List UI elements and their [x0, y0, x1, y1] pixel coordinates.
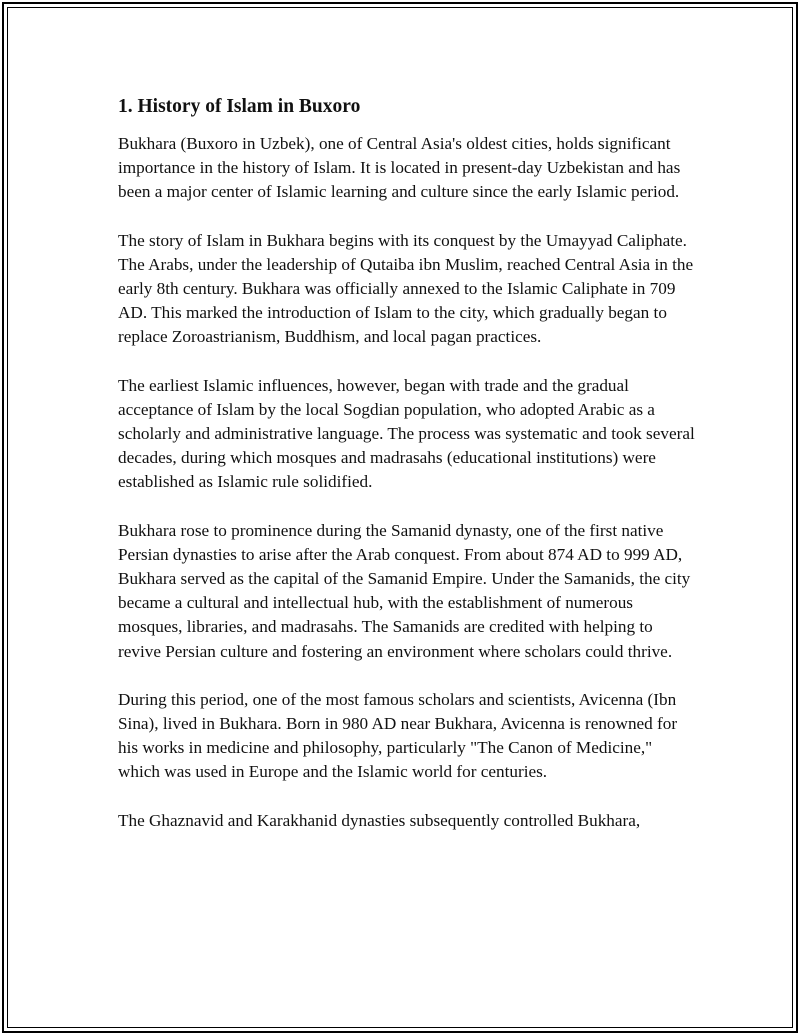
document-body — [118, 94, 698, 857]
paragraph-samanid-dynasty: Bukhara rose to prominence during the Samanid dynasty, one of the first native Persian dynasties to arise after the Arab conquest. From about 874 AD to 999 AD, Bukhara served as the capital of the Samanid Empire. Under the Samanids, the city became a cultural and intellectual hub, with the establishment of numerous mosques, libraries, and madrasahs. The Samanids are credited with helping to revive Persian culture and fostering an environment where scholars could thrive. — [118, 520, 691, 661]
paragraph-umayyad-conquest: The story of Islam in Bukhara begins with its conquest by the Umayyad Caliphate. The Arabs, under the leadership of Qutaiba ibn Muslim, reached Central Asia in the early 8th century. Bukhara was officially annexed to the Islamic Caliphate in 709 AD. This marked the introduction of Islam to the city, which gradually began to replace Zoroastrianism, Buddhism, and local pagan practices. — [118, 230, 694, 347]
paragraph-avicenna: During this period, one of the most famous scholars and scientists, Avicenna (Ibn Sina), lived in Bukhara. Born in 980 AD near Bukhara, Avicenna is renowned for his works in medicine and philosophy, particularly "The Canon of Medicine," which was used in Europe and the Islamic world for centuries. — [118, 689, 678, 782]
paragraph-early-influences: The earliest Islamic influences, however, began with trade and the gradual acceptance of Islam by the local Sogdian population, who adopted Arabic as a scholarly and administrative language. The process was systematic and took several decades, during which mosques and madrasahs (educational institutions) were established as Islamic rule solidified. — [118, 375, 695, 492]
paragraph-ghaznavid-karakhanid: The Ghaznavid and Karakhanid dynasties subsequently controlled Bukhara, — [118, 810, 641, 830]
section-heading: 1. History of Islam in Buxoro — [118, 96, 361, 117]
paragraph-intro: Bukhara (Buxoro in Uzbek), one of Central Asia's oldest cities, holds significant importance in the history of Islam. It is located in present-day Uzbekistan and has been a major center of Islamic learning and culture since the early Islamic period. — [118, 134, 681, 202]
